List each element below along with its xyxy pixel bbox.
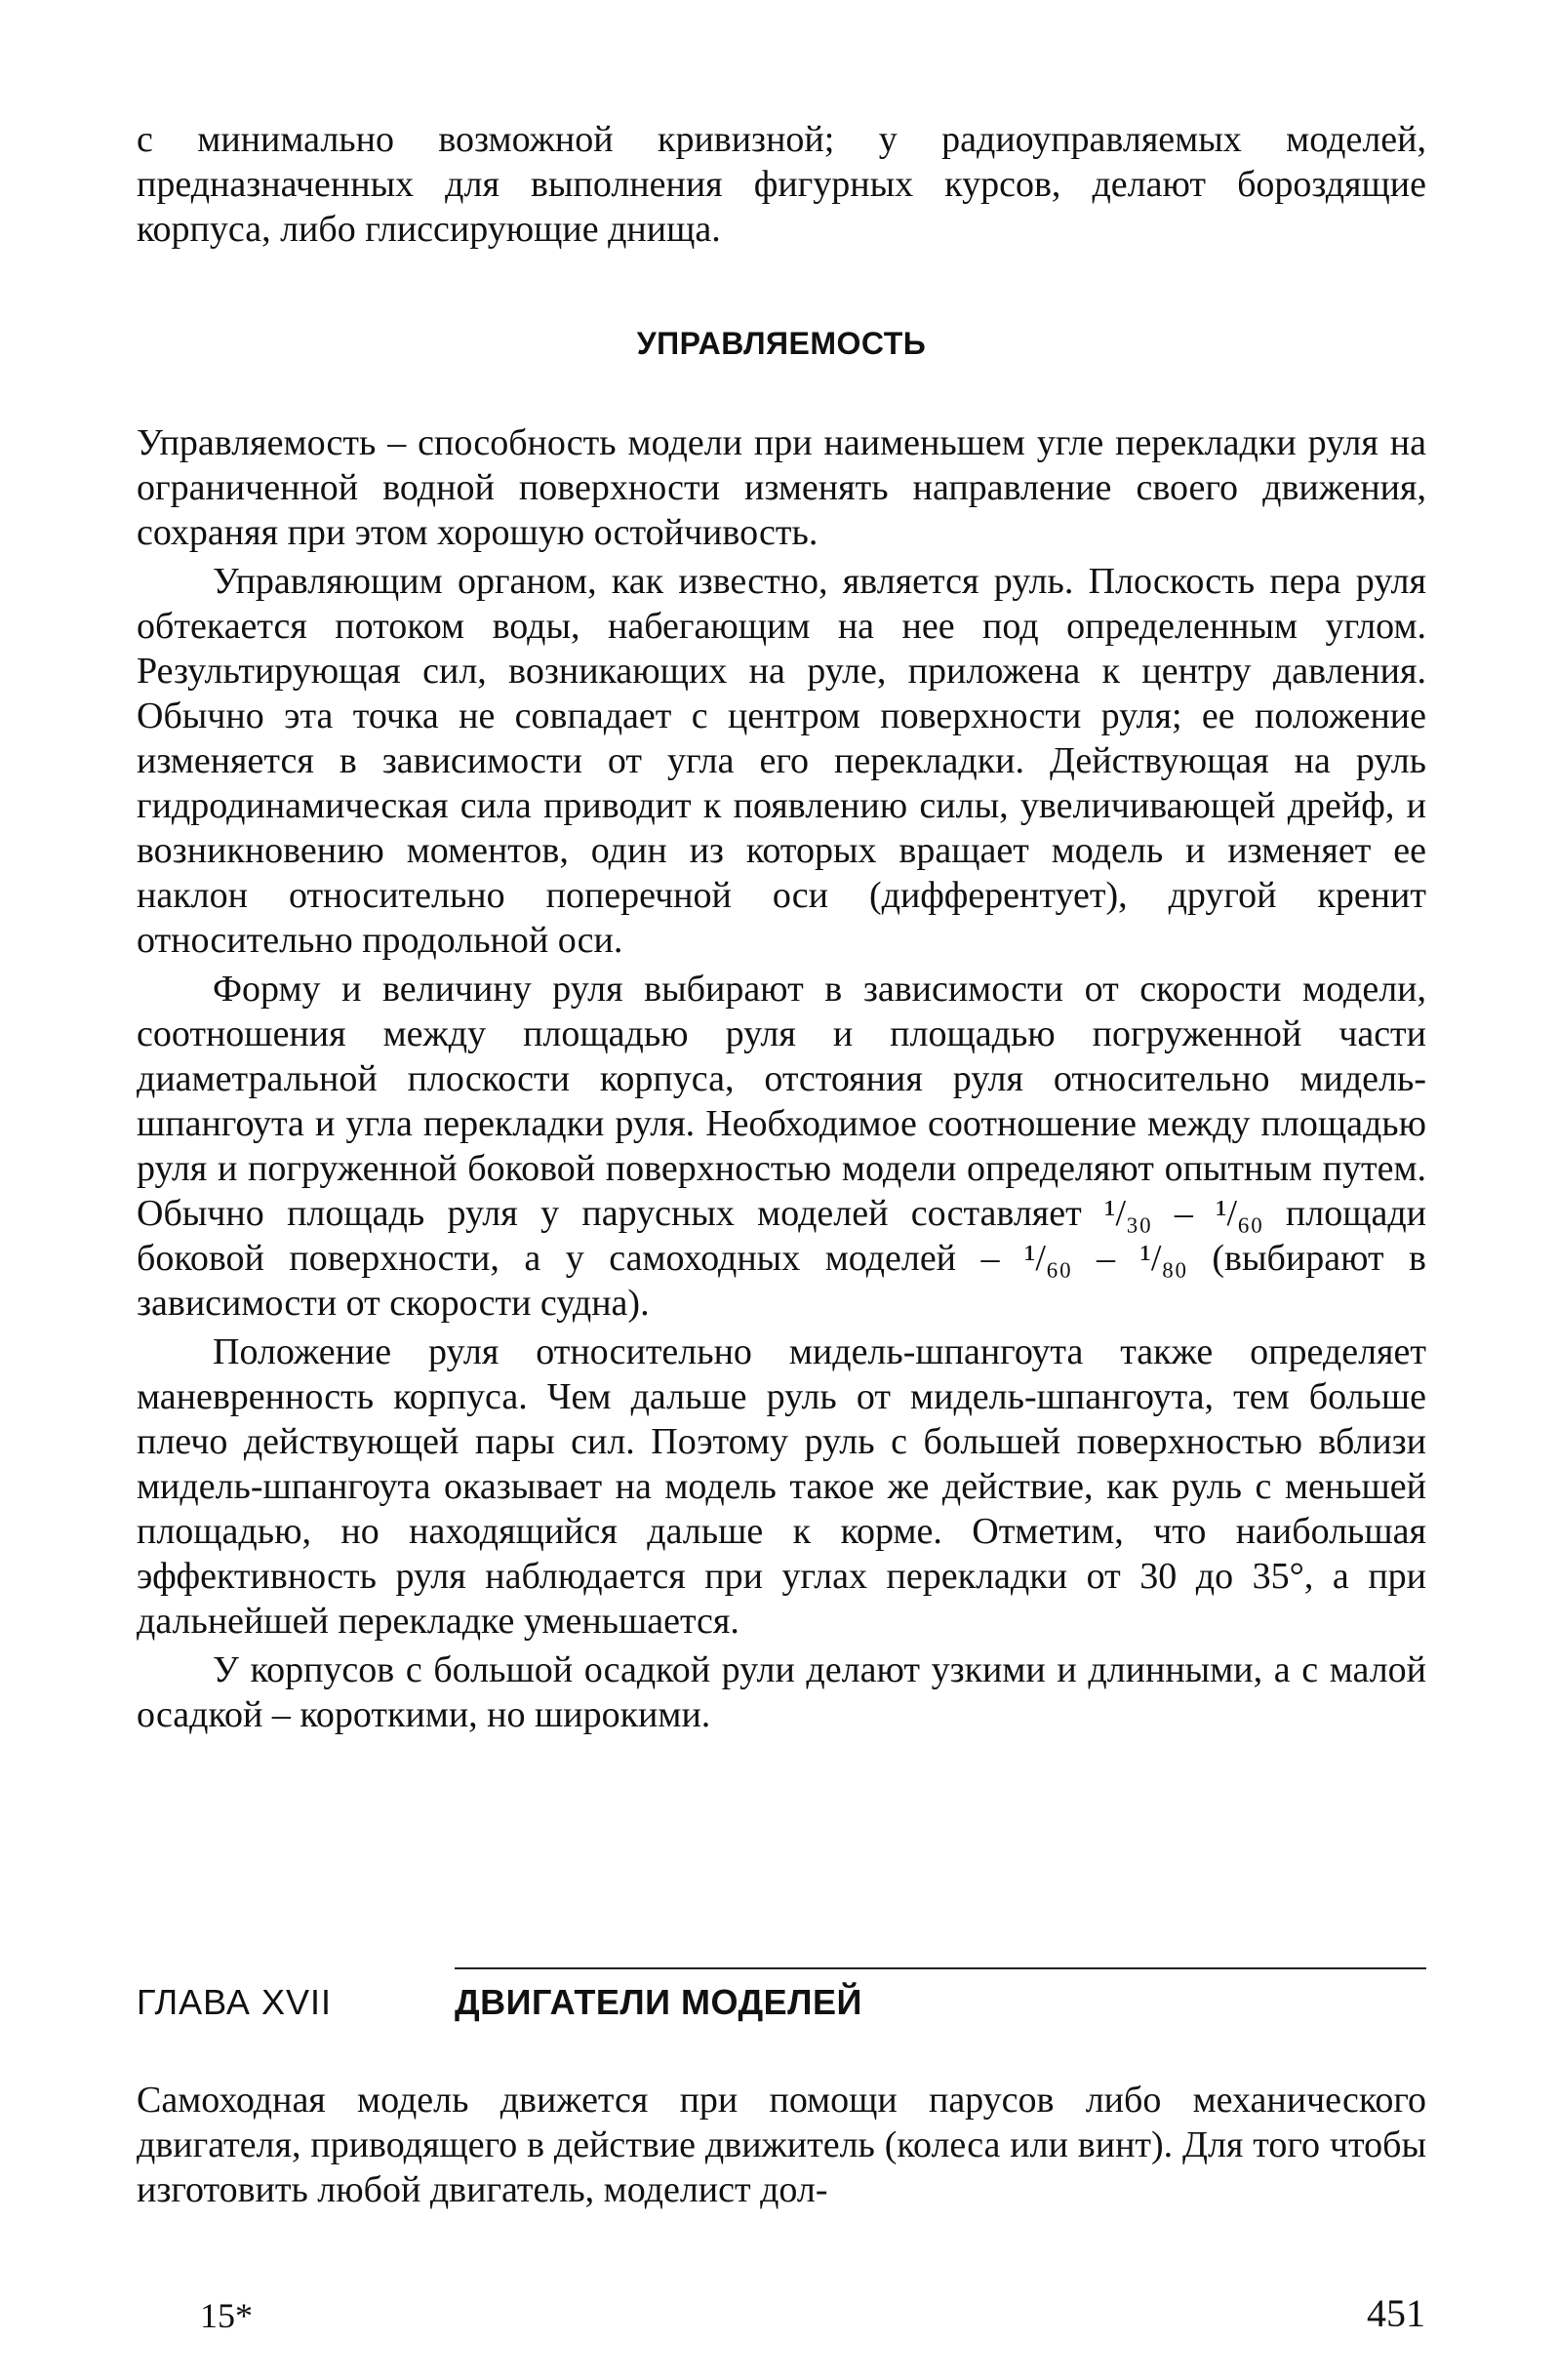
section-heading: УПРАВЛЯЕМОСТЬ <box>636 326 927 361</box>
page-number: 451 <box>1367 2291 1425 2335</box>
page-body <box>137 117 1426 1737</box>
chapter-divider <box>455 1967 1426 1969</box>
chapter-paragraph: Самоходная модель движется при помощи парусов либо механического двигателя, приводящего в действие движитель (колеса или винт). Для того чтобы изготовить любой двигатель, моделист дол- <box>137 2080 1426 2210</box>
section-paragraph-3: Форму и величину руля выбирают в зависимости от скорости модели, соотношения между площадью руля и площадью погруженной части диаметральной плоскости корпуса, отстояния руля относительно мидель-шпангоута и угла перекладки руля. Необходимое соотношение между площадью руля и погруженной боковой поверхностью модели определяют опытным путем. Обычно площадь руля у парусных моделей составляет ¹/₃₀ – ¹/₆₀ площади боковой поверхности, а у самоходных моделей – ¹/₆₀ – ¹/₈₀ (выбирают в зависимости от скорости судна). <box>137 969 1426 1324</box>
signature-mark: 15* <box>200 2296 253 2335</box>
section-paragraph-2: Управляющим органом, как известно, является руль. Плоскость пера руля обтекается потоком воды, набегающим на нее под определенным углом. Результирующая сил, возникающих на руле, приложена к центру давления. Обычно эта точка не совпадает с центром поверхности руля; ее положение изменяется в зависимости от угла его перекладки. Действующая на руль гидродинамическая сила приводит к появлению силы, увеличивающей дрейф, и возникновению моментов, один из которых вращает модель и изменяет ее наклон относительно поперечной оси (дифферентует), другой кренит относительно продольной оси. <box>137 561 1426 961</box>
intro-paragraph: с минимально возможной кривизной; у радиоуправляемых моделей, предназначенных для выполнения фигурных курсов, делают бороздящие корпуса, либо глиссирующие днища. <box>137 119 1426 250</box>
section-paragraph-5: У корпусов с большой осадкой рули делают узкими и длинными, а с малой осадкой – короткими, но широкими. <box>137 1649 1426 1735</box>
chapter-title: ДВИГАТЕЛИ МОДЕЛЕЙ <box>455 1982 862 2022</box>
section-paragraph-1: Управляемость – способность модели при наименьшем угле перекладки руля на ограниченной водной поверхности изменять направление своего движения, сохраняя при этом хорошую остойчивость. <box>137 422 1426 553</box>
section-paragraph-4: Положение руля относительно мидель-шпангоута также определяет маневренность корпуса. Чем дальше руль от мидель-шпангоута, тем больше плечо действующей пары сил. Поэтому руль с большей поверхностью вблизи мидель-шпангоута оказывает на модель такое же действие, как руль с меньшей площадью, но находящийся дальше к корме. Отметим, что наибольшая эффективность руля наблюдается при углах перекладки от 30 до 35°, а при дальнейшей перекладке уменьшается. <box>137 1331 1426 1642</box>
chapter-label: ГЛАВА XVII <box>137 1982 332 2022</box>
chapter-text-block <box>137 2078 1426 2212</box>
